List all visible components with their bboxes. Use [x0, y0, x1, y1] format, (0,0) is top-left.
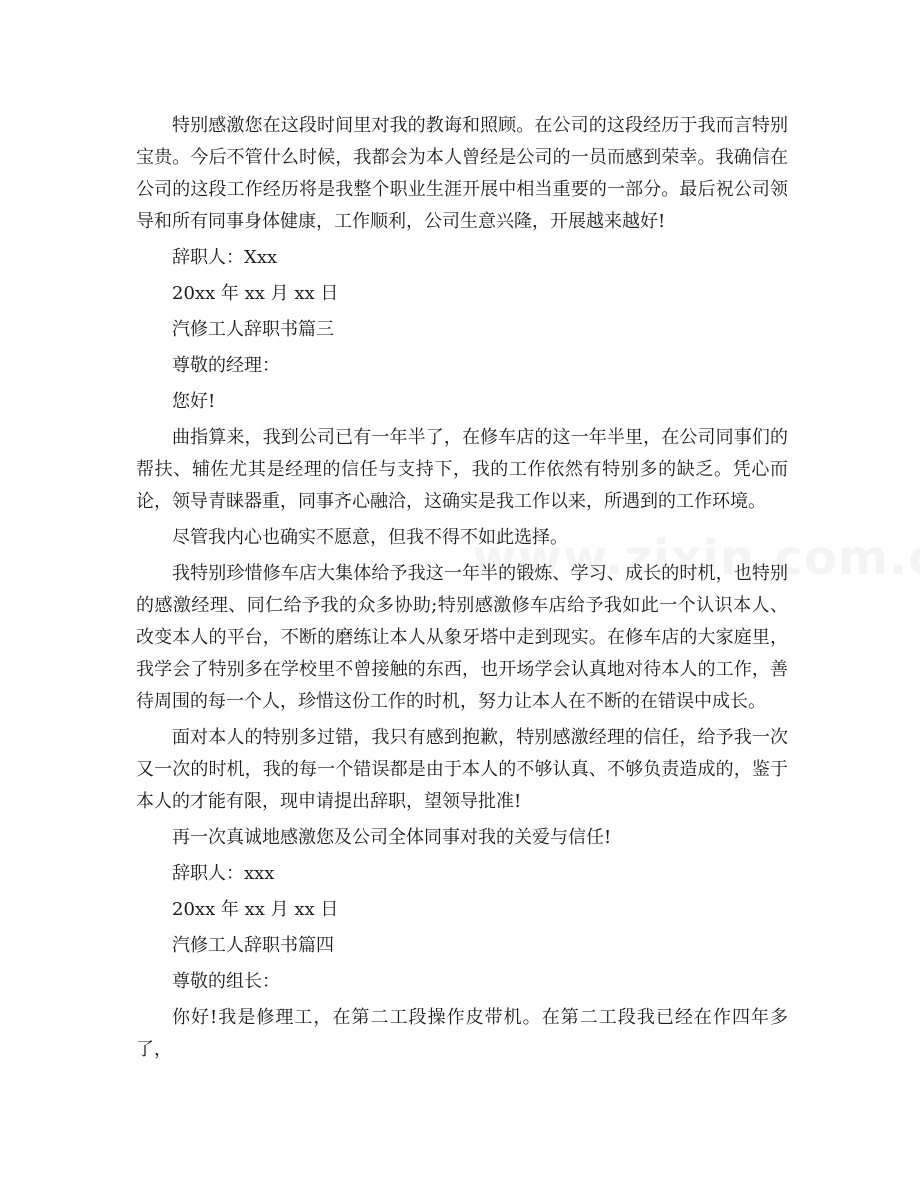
body-paragraph: 曲指算来，我到公司已有一年半了，在修车店的这一年半里，在公司同事们的帮扶、辅佐尤其是经理的信任与支持下，我的工作依然有特别多的缺乏。凭心而论，领导青睐器重，同事齐心融洽，这确实是我工作以来，所遇到的工作环境。 — [136, 427, 788, 512]
body-paragraph: 你好!我是修理工，在第二工段操作皮带机。在第二工段我已经在作四年多了， — [136, 1007, 788, 1060]
gratitude-paragraph: 特别感激您在这段时间里对我的教诲和照顾。在公司的这段经历于我而言特别宝贵。今后不管什么时候，我都会为本人曾经是公司的一员而感到荣幸。我确信在公司的这段工作经历将是我整个职业生涯开展中相当重要的一部分。最后祝公司领导和所有同事身体健康，工作顺利，公司生意兴隆，开展越来越好! — [136, 115, 788, 232]
body-paragraph: 面对本人的特别多过错，我只有感到抱歉，特别感激经理的信任，给予我一次又一次的时机，我的每一个错误都是由于本人的不够认真、不够负责造成的，鉴于本人的才能有限，现申请提出辞职，望领导批准! — [136, 727, 788, 812]
signature-line: 辞职人：xxx — [172, 863, 275, 884]
salutation: 尊敬的组长： — [172, 971, 280, 992]
greeting: 您好! — [172, 391, 216, 412]
date-line: 20xx 年 xx 月 xx 日 — [172, 283, 339, 304]
section-title: 汽修工人辞职书篇三 — [172, 319, 334, 340]
document-body — [136, 110, 788, 1070]
salutation: 尊敬的经理： — [172, 355, 280, 376]
body-paragraph: 尽管我内心也确实不愿意，但我不得不如此选择。 — [172, 527, 568, 548]
date-line: 20xx 年 xx 月 xx 日 — [172, 899, 339, 920]
body-paragraph: 我特别珍惜修车店大集体给予我这一年半的锻炼、学习、成长的时机，也特别的感激经理、同仁给予我的众多协助;特别感激修车店给予我如此一个认识本人、改变本人的平台，不断的磨练让本人从象牙塔中走到现实。在修车店的大家庭里，我学会了特别多在学校里不曾接触的东西，也开场学会认真地对待本人的工作，善待周围的每一个人，珍惜这份工作的时机，努力让本人在不断的在错误中成长。 — [136, 563, 788, 712]
section-title: 汽修工人辞职书篇四 — [172, 935, 334, 956]
body-paragraph: 再一次真诚地感激您及公司全体同事对我的关爱与信任! — [172, 827, 612, 848]
signature-line: 辞职人：Xxx — [172, 247, 278, 268]
